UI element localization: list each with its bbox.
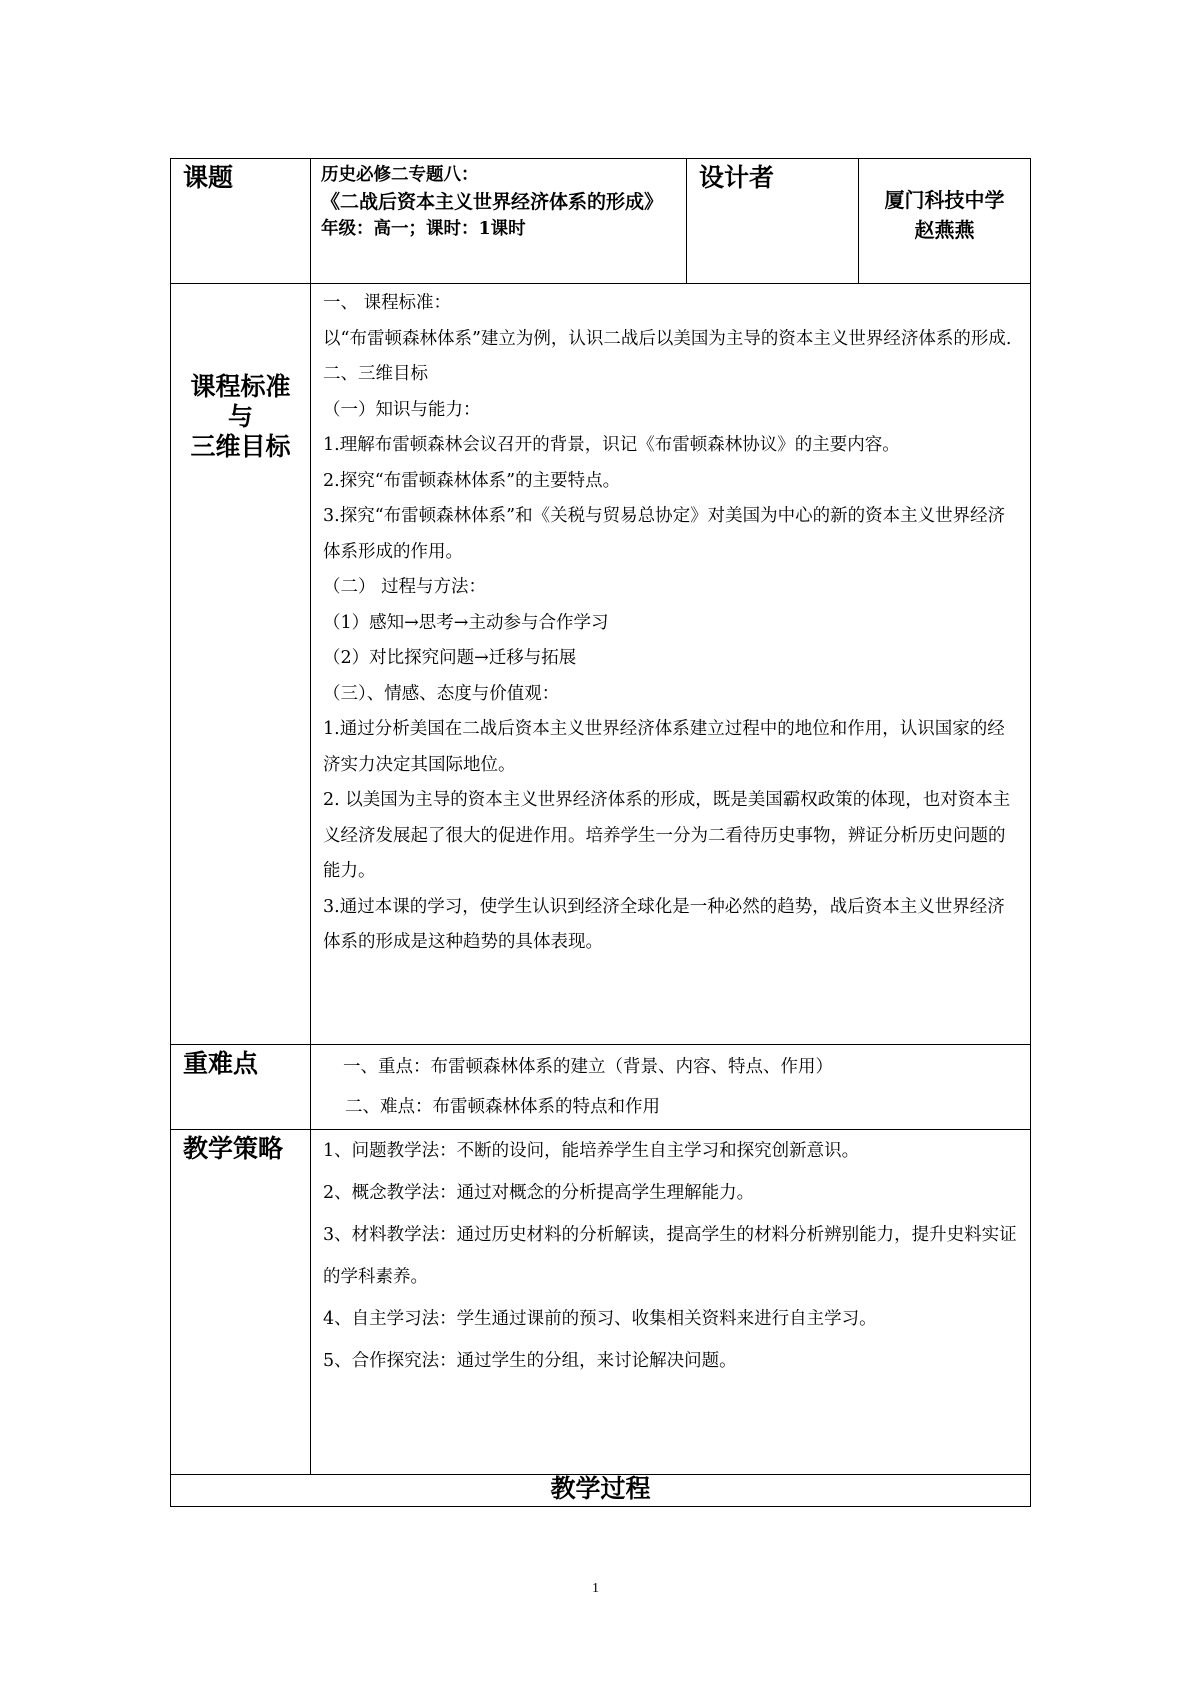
standards-line: 2. 以美国为主导的资本主义世界经济体系的形成，既是美国霸权政策的体现，也对资本主义经济发展起了很大的促进作用。培养学生一分为二看待历史事物，辨证分析历史问题的能力。 [323,790,1011,881]
standards-line: 1.理解布雷顿森林会议召开的背景，识记《布雷顿森林协议》的主要内容。 [323,435,900,455]
topic-course: 历史必修二专题八： [321,165,479,185]
lesson-plan-table [170,158,1031,1507]
key-point-2: 二、难点：布雷顿森林体系的特点和作用 [345,1097,660,1117]
standards-line: （二） 过程与方法： [323,577,487,597]
standards-line: 2.探究“布雷顿森林体系”的主要特点。 [323,470,621,491]
key-points-label: 重难点 [171,1045,311,1130]
topic-value [311,159,687,284]
strategy-item: 3、材料教学法：通过历史材料的分析解读，提高学生的材料分析辨别能力，提升史料实证的学科素养。 [323,1225,1017,1287]
standards-line: （一）知识与能力： [323,399,481,420]
topic-title: 《二战后资本主义世界经济体系的形成》 [321,191,664,213]
topic-label: 课题 [171,159,311,284]
designer-name: 赵燕燕 [914,218,975,242]
standards-line: （1）感知→思考→主动参与合作学习 [323,612,609,633]
strategy-item: 4、自主学习法：学生通过课前的预习、收集相关资料来进行自主学习。 [323,1309,877,1329]
designer-label: 设计者 [687,159,859,284]
topic-grade-hours: 年级：高一；课时：1课时 [321,219,526,239]
strategy-row [171,1130,1031,1475]
standards-label-line2: 与 [227,402,253,431]
standards-label-line3: 三维目标 [190,432,291,461]
standards-line: 以“布雷顿森林体系”建立为例，认识二战后以美国为主导的资本主义世界经济体系的形成. [323,328,1012,349]
key-point-1: 一、重点：布雷顿森林体系的建立（背景、内容、特点、作用） [343,1057,833,1077]
header-row [171,159,1031,284]
standards-line: 3.通过本课的学习，使学生认识到经济全球化是一种必然的趋势，战后资本主义世界经济体系的形成是这种趋势的具体表现。 [323,896,1005,952]
standards-line: （2）对比探究问题→迁移与拓展 [323,648,577,668]
strategy-item: 2、概念教学法：通过对概念的分析提高学生理解能力。 [323,1183,755,1203]
standards-line: 3.探究“布雷顿森林体系”和《关税与贸易总协定》对美国为中心的新的资本主义世界经济体系形成的作用。 [323,506,1006,562]
designer-value [859,159,1031,284]
standards-line: 1.通过分析美国在二战后资本主义世界经济体系建立过程中的地位和作用，认识国家的经济实力决定其国际地位。 [323,719,1005,775]
strategy-item: 5、合作探究法：通过学生的分组，来讨论解决问题。 [323,1351,737,1371]
standards-row [171,284,1031,1045]
standards-line: （三）、情感、态度与价值观： [323,683,560,704]
standards-content [311,284,1031,1045]
key-points-row [171,1045,1031,1130]
standards-label [171,284,311,1045]
strategy-item: 1、问题教学法：不断的设问，能培养学生自主学习和探究创新意识。 [323,1141,860,1161]
process-row [171,1475,1031,1507]
page-number: 1 [592,1581,599,1596]
standards-line: 一、 课程标准： [323,293,452,313]
standards-line: 二、三维目标 [323,364,428,384]
strategy-content [311,1130,1031,1475]
strategy-label: 教学策略 [171,1130,311,1475]
standards-label-line1: 课程标准 [190,372,291,401]
designer-school: 厦门科技中学 [884,188,1005,212]
teaching-process-heading: 教学过程 [171,1475,1031,1507]
key-points-content [311,1045,1031,1130]
